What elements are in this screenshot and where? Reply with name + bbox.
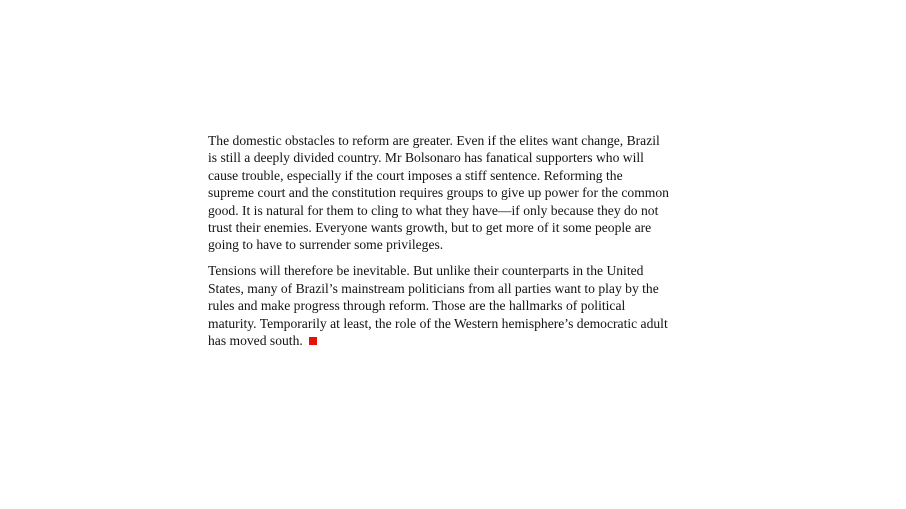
paragraph-2-text: Tensions will therefore be inevitable. But unlike their counterparts in the United States, many of Brazil’s mainstream politicians from all parties want to play by the rules and make progress through reform. Those are the hallmarks of political maturity. Temporarily at least, the role of the Western hemisphere’s democratic adult has moved south. — [208, 263, 668, 348]
paragraph-2 — [208, 262, 670, 349]
square-end-mark-icon — [309, 337, 317, 345]
article-body — [208, 132, 670, 358]
paragraph-1: The domestic obstacles to reform are greater. Even if the elites want change, Brazil is still a deeply divided country. Mr Bolsonaro has fanatical supporters who will cause trouble, especially if the court imposes a stiff sentence. Reforming the supreme court and the constitution requires groups to give up power for the common good. It is natural for them to cling to what they have—if only because they do not trust their enemies. Everyone wants growth, but to get more of it some people are going to have to surrender some privileges. — [208, 133, 669, 253]
